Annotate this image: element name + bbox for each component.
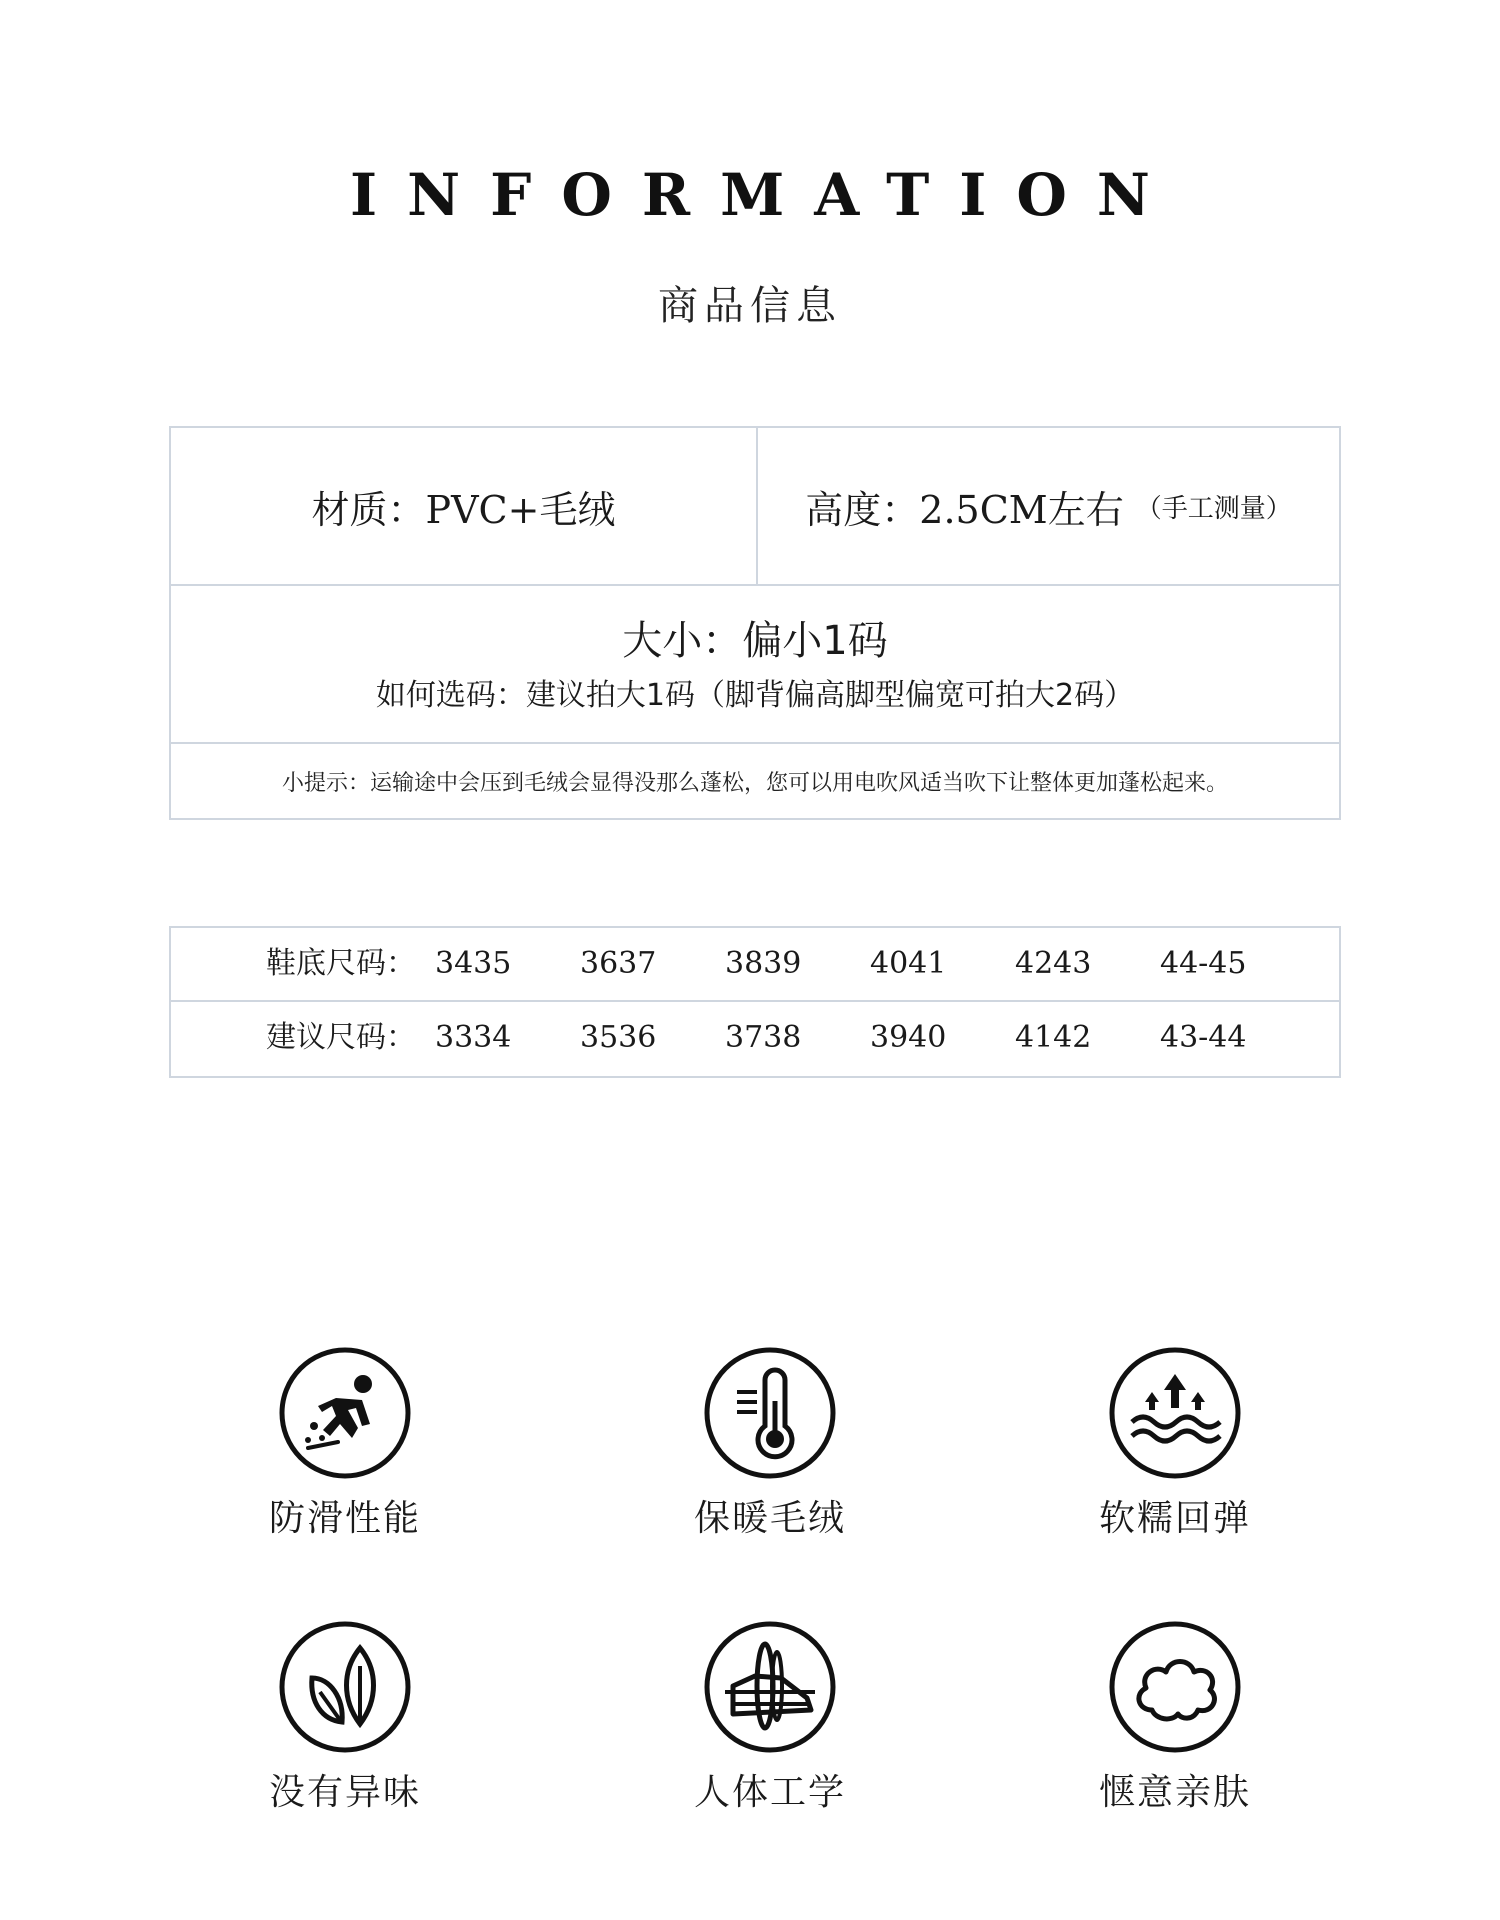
size-value: 3940 [870, 1020, 947, 1055]
feature-skin-friendly [1055, 1620, 1295, 1818]
height-value: 2.5CM左右 [919, 487, 1124, 532]
size-value: 3637 [580, 946, 657, 981]
ergonomic-shoe-icon [703, 1620, 837, 1754]
page-subtitle: 商品信息 [658, 283, 842, 329]
size-row-label: 建议尺码： [266, 1020, 416, 1055]
size-fit-text: 大小：偏小1码 [622, 618, 888, 664]
leaf-icon [278, 1620, 412, 1754]
care-tip-text: 小提示：运输途中会压到毛绒会显得没那么蓬松，您可以用电吹风适当吹下让整体更加蓬松起来。 [281, 770, 1228, 796]
size-value: 3334 [435, 1020, 512, 1055]
size-chart-row [171, 928, 1339, 1002]
size-chart-row [171, 1002, 1339, 1074]
feature-warm-plush [650, 1346, 890, 1544]
feature-label: 没有异味 [268, 1772, 421, 1813]
thermometer-icon [703, 1346, 837, 1480]
size-value: 44-45 [1160, 946, 1247, 981]
feature-label: 惬意亲肤 [1098, 1772, 1251, 1813]
height-cell [758, 428, 1339, 584]
product-info-table [169, 426, 1341, 820]
size-row-label: 鞋底尺码： [266, 946, 416, 981]
feature-anti-slip [225, 1346, 465, 1544]
page-title: INFORMATION [350, 161, 1180, 229]
height-label: 高度： [805, 487, 920, 532]
size-chart-table [169, 926, 1341, 1078]
feature-label: 保暖毛绒 [693, 1498, 846, 1539]
info-row-tip [171, 744, 1339, 818]
size-advice-text: 如何选码：建议拍大1码（脚背偏高脚型偏宽可拍大2码） [375, 678, 1135, 713]
size-value: 3839 [725, 946, 802, 981]
rebound-icon [1108, 1346, 1242, 1480]
height-note: （手工测量） [1135, 493, 1292, 524]
feature-ergonomic [650, 1620, 890, 1818]
material-value: PVC+毛绒 [425, 487, 616, 532]
info-row-size [171, 586, 1339, 744]
feature-label: 人体工学 [693, 1772, 846, 1813]
feature-label: 防滑性能 [268, 1498, 421, 1539]
feature-no-odor [225, 1620, 465, 1818]
feature-label: 软糯回弹 [1098, 1498, 1251, 1539]
size-value: 4142 [1015, 1020, 1092, 1055]
size-value: 43-44 [1160, 1020, 1247, 1055]
size-value: 3536 [580, 1020, 657, 1055]
material-cell [171, 428, 758, 584]
size-value: 3435 [435, 946, 512, 981]
anti-slip-icon [278, 1346, 412, 1480]
size-value: 3738 [725, 1020, 802, 1055]
feature-rebound [1055, 1346, 1295, 1544]
info-row-material-height [171, 428, 1339, 586]
size-value: 4243 [1015, 946, 1092, 981]
size-value: 4041 [870, 946, 947, 981]
cotton-icon [1108, 1620, 1242, 1754]
material-label: 材质： [311, 487, 426, 532]
